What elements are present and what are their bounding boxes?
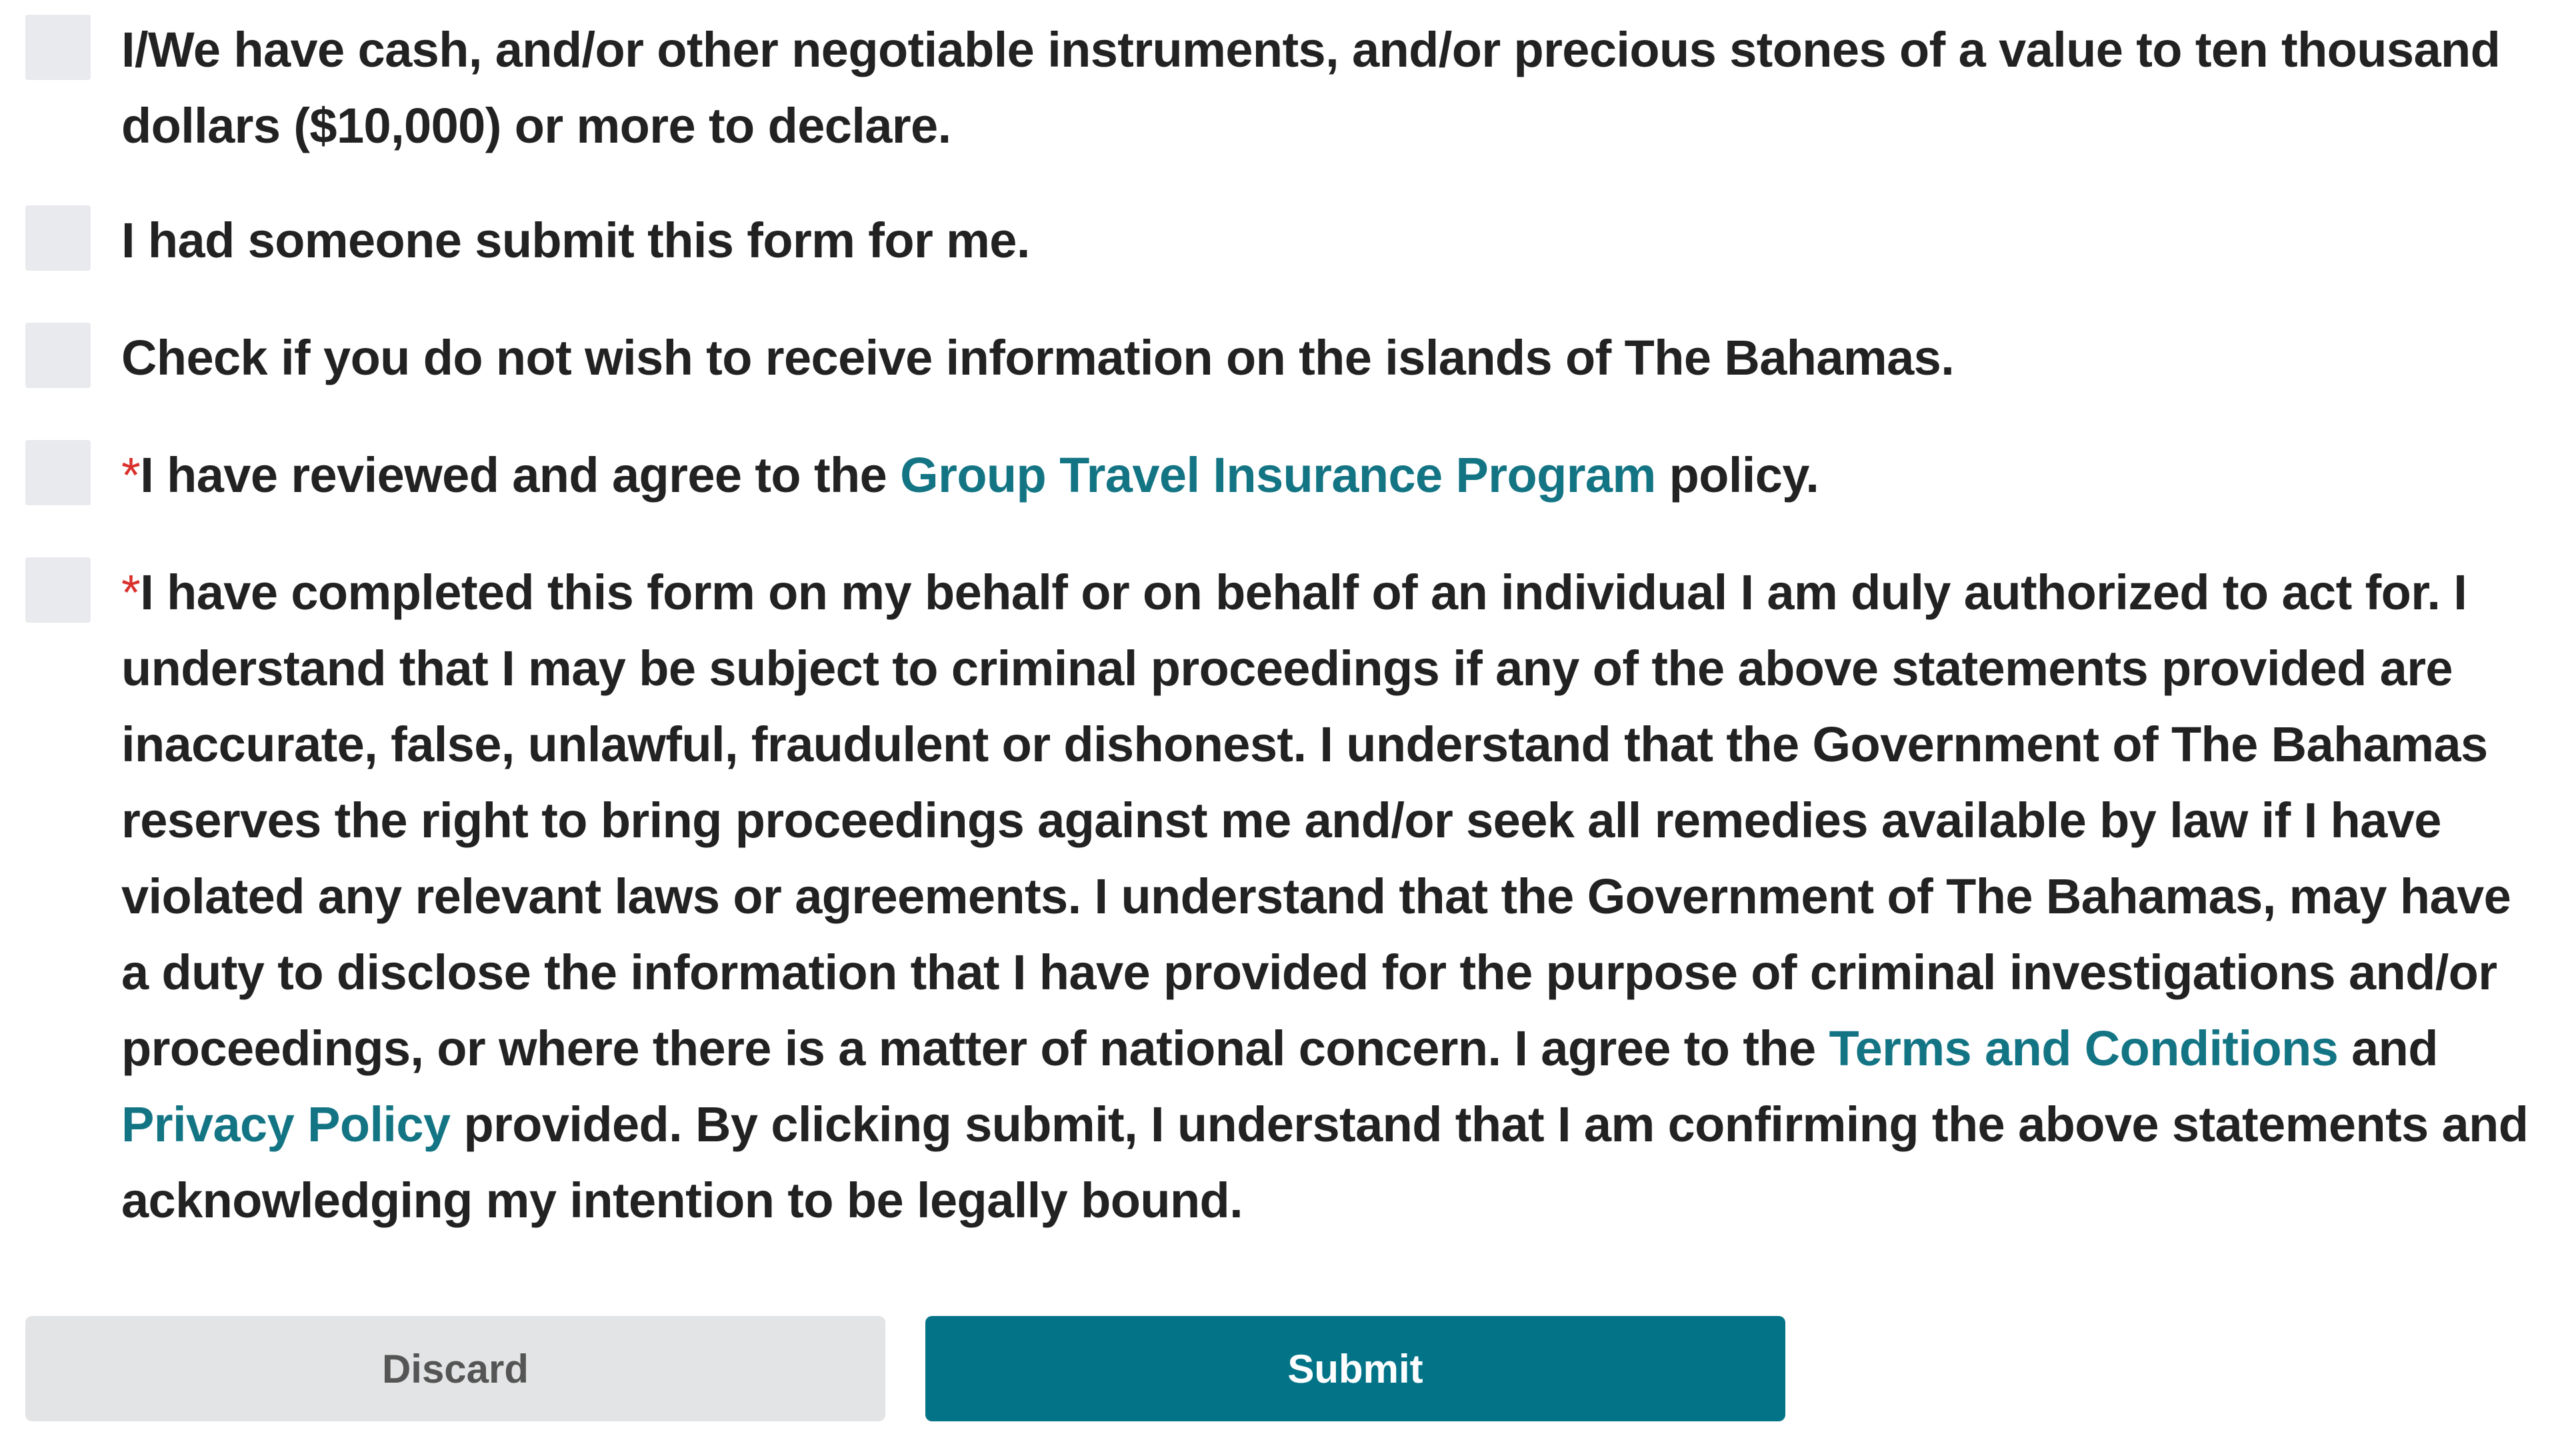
opt-out-info-checkbox[interactable]	[25, 323, 91, 388]
submitted-by-other-label: I had someone submit this form for me.	[121, 213, 1030, 268]
authorization-checkbox[interactable]	[25, 557, 91, 623]
insurance-text-before: I have reviewed and agree to the	[140, 447, 901, 503]
authorization-label	[121, 555, 2532, 1239]
privacy-policy-link[interactable]: Privacy Policy	[121, 1097, 451, 1152]
declaration-opt-out-info	[25, 320, 2532, 396]
insurance-text-after: policy.	[1655, 447, 1819, 503]
authorization-text-middle: and	[2338, 1021, 2438, 1076]
opt-out-info-label: Check if you do not wish to receive information on the islands of The Bahamas.	[121, 330, 1955, 385]
insurance-policy-checkbox[interactable]	[25, 440, 91, 505]
submitted-by-other-checkbox[interactable]	[25, 205, 91, 271]
cash-declaration-label: I/We have cash, and/or other negotiable instruments, and/or precious stones of a value to ten thousand dollars ($10,000) or more to declare.	[121, 22, 2501, 153]
authorization-text-after: provided. By clicking submit, I understand that I am confirming the above statements and acknowledging my intention to be legally bound.	[121, 1097, 2529, 1228]
declaration-insurance-policy	[25, 437, 2532, 513]
required-marker: *	[121, 565, 141, 620]
declaration-submitted-by-other	[25, 203, 2532, 279]
declaration-authorization	[25, 555, 2532, 1239]
group-travel-insurance-link[interactable]: Group Travel Insurance Program	[900, 447, 1656, 503]
insurance-policy-label	[121, 437, 1819, 513]
submit-button[interactable]: Submit	[925, 1316, 1785, 1421]
required-marker: *	[121, 447, 141, 503]
discard-button[interactable]: Discard	[25, 1316, 885, 1421]
declaration-cash	[25, 12, 2532, 164]
authorization-text-before: I have completed this form on my behalf or on behalf of an individual I am duly authorized to act for. I understand that I may be subject to criminal proceedings if any of the above statements provided are inaccurate, false, unlawful, fraudulent or dishonest. I understand that the Government of The Bahamas reserves the right to bring proceedings against me and/or seek all remedies available by law if I have violated any relevant laws or agreements. I understand that the Government of The Bahamas, may have a duty to disclose the information that I have provided for the purpose of criminal investigations and/or proceedings, or where there is a matter of national concern. I agree to the	[121, 565, 2511, 1076]
cash-declaration-checkbox[interactable]	[25, 15, 91, 80]
terms-and-conditions-link[interactable]: Terms and Conditions	[1829, 1021, 2339, 1076]
